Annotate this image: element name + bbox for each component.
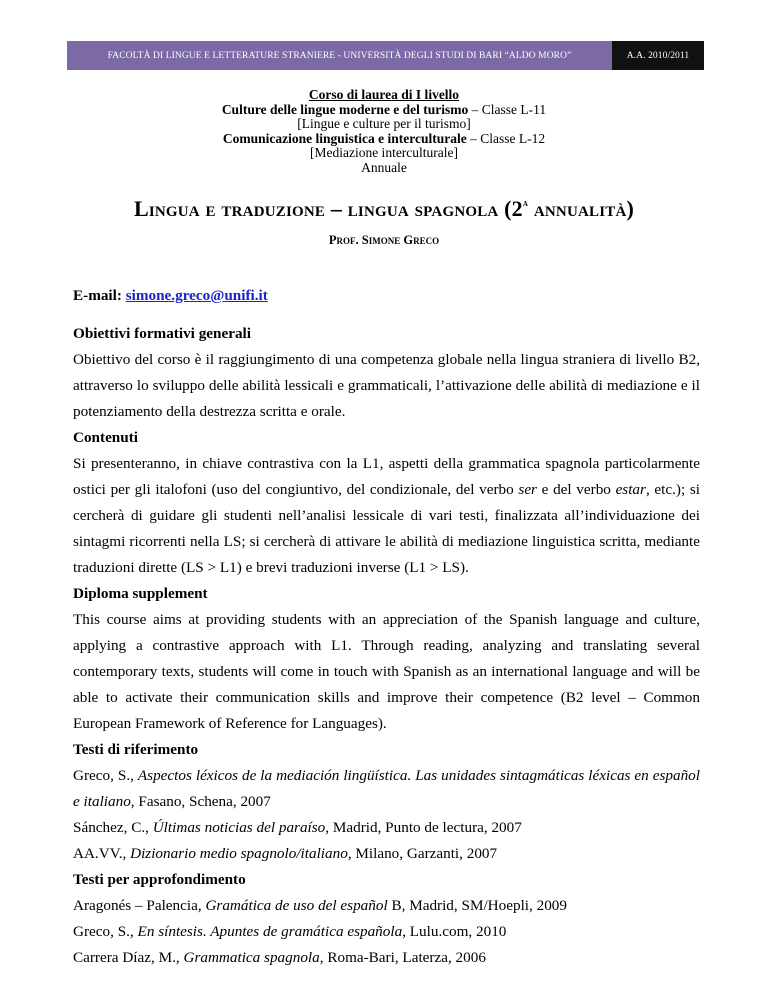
reference-item: Carrera Díaz, M., Grammatica spagnola, Roma-Bari, Laterza, 2006 — [73, 949, 486, 966]
course-l11-track: [Lingue e culture per il turismo] — [297, 116, 471, 132]
section-heading-testi: Testi di riferimento — [73, 741, 199, 758]
reference-item: AA.VV., Dizionario medio spagnolo/italiano, Milano, Garzanti, 2007 — [73, 845, 498, 862]
email-link[interactable]: simone.greco@unifi.it — [125, 287, 268, 304]
section-heading-approfondimento: Testi per approfondimento — [73, 871, 246, 888]
course-level: Corso di laurea di I livello — [308, 87, 460, 102]
diploma-text: This course aims at providing students with an appreciation of the Spanish language and culture, applying a contrastive approach with L1. Through reading, analyzing and translating several contemporary texts, students will come in touch with Spanish as an international language and will be able to activate their communication skills and improve their competence (B2 level – Common European Framework of Reference for Languages). — [73, 611, 700, 732]
section-heading-contenuti: Contenuti — [73, 429, 138, 446]
header-academic-year: A.A. 2010/2011 — [612, 41, 704, 70]
course-l12: Comunicazione linguistica e interculturale – Classe L-12 — [222, 130, 546, 146]
reference-item: Aragonés – Palencia, Gramática de uso del español B, Madrid, SM/Hoepli, 2009 — [73, 897, 567, 914]
header-institution: FACOLTÀ DI LINGUE E LETTERATURE STRANIERE - UNIVERSITÀ DEGLI STUDI DI BARI “ALDO MORO” — [67, 41, 612, 70]
reference-item: Sánchez, C., Últimas noticias del paraíso, Madrid, Punto de lectura, 2007 — [73, 819, 522, 836]
course-l11: Culture delle lingue moderne e del turismo – Classe L-11 — [221, 101, 547, 117]
email-line: E-mail: simone.greco@unifi.it — [73, 287, 268, 304]
course-description — [73, 283, 700, 971]
contenuti-text: Si presenteranno, in chiave contrastiva con la L1, aspetti della grammatica spagnola particolarmente ostici per gli italofoni (uso del congiuntivo, del condizionale, del verbo ser e del verbo estar, etc.); si cercherà di guidare gli studenti nell’analisi lessicale di vari testi, finalizzata all’individuazione dei sintagmi ricorrenti nella LS; si cercherà di attivare le abilità di mediazione linguistica scritta, mediante traduzioni dirette (LS > L1) e brevi traduzioni inverse (L1 > LS). — [73, 455, 700, 576]
reference-item: Greco, S., Aspectos léxicos de la mediación lingüística. Las unidades sintagmáticas léxicas en español e italiano, Fasano, Schena, 2007 — [73, 767, 700, 810]
page-title: Lingua e traduzione – lingua spagnola (2$^a$ annualità) — [133, 196, 635, 221]
obiettivi-text: Obiettivo del corso è il raggiungimento di una competenza globale nella lingua straniera di livello B2, attraverso lo sviluppo delle abilità lessicali e grammaticali, l’attivazione delle abilità di mediazione e il potenziamento della destrezza scritta e orale. — [73, 351, 700, 420]
professor-name: Prof. Simone Greco — [328, 233, 440, 247]
course-duration: Annuale — [361, 159, 407, 175]
section-heading-obiettivi: Obiettivi formativi generali — [73, 325, 251, 342]
course-l12-track: [Mediazione interculturale] — [309, 145, 459, 161]
section-heading-diploma: Diploma supplement — [73, 585, 208, 602]
course-info — [0, 88, 768, 176]
page-header — [67, 41, 704, 70]
reference-item: Greco, S., En síntesis. Apuntes de gramática española, Lulu.com, 2010 — [73, 923, 507, 940]
